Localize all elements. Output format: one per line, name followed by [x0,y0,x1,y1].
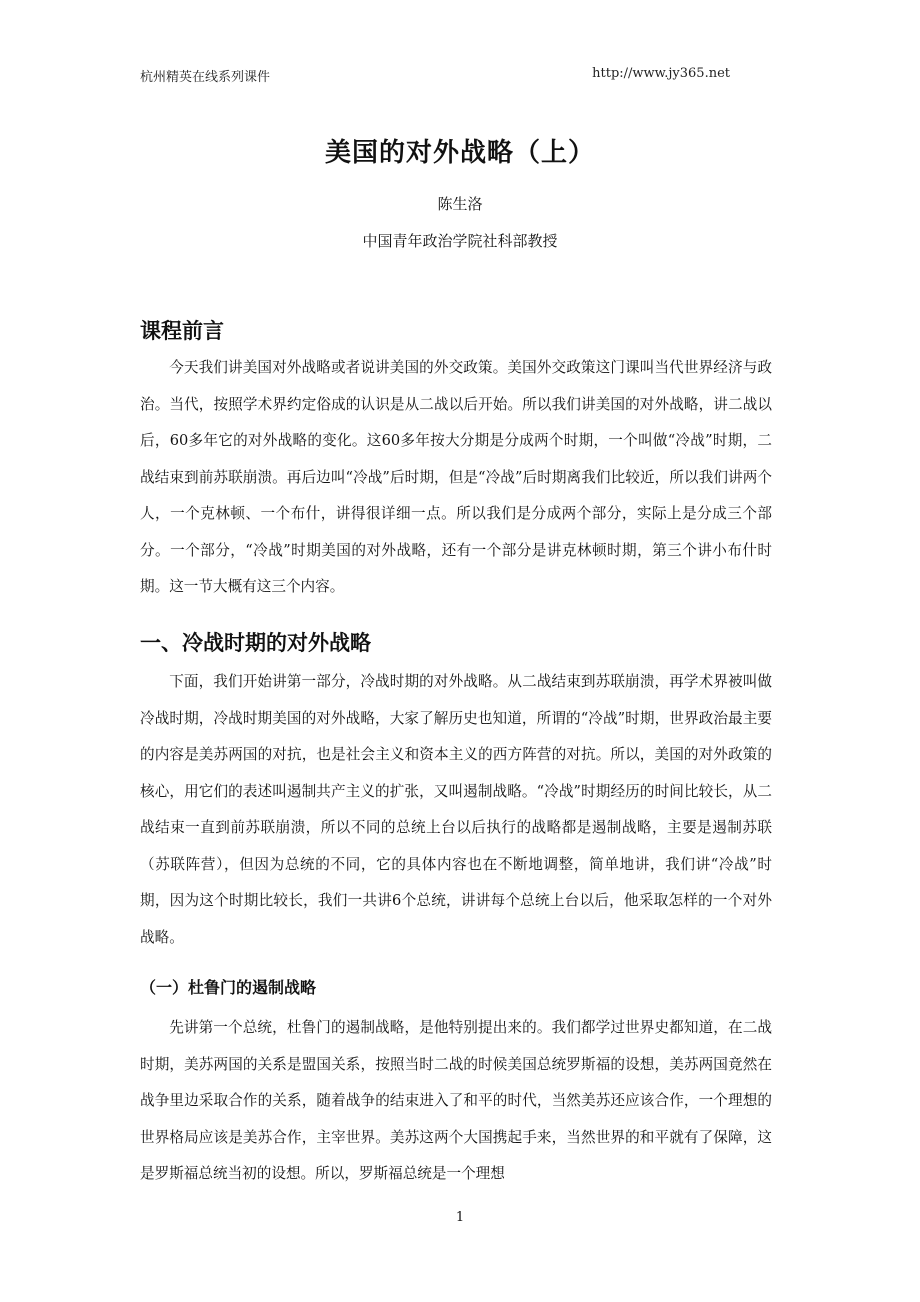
running-header-url: http://www.jy365.net [592,66,730,81]
subsection-heading-truman: （一）杜鲁门的遏制战略 [140,978,317,997]
section-heading-preface: 课程前言 [140,319,224,343]
paragraph-truman: 先讲第一个总统，杜鲁门的遏制战略，是他特别提出来的。我们都学过世界史都知道，在二战时期，美苏两国的关系是盟国关系，按照当时二战的时候美国总统罗斯福的设想，美苏两国竟然在战争里边采取合作的关系，随着战争的结束进入了和平的时代，当然美苏还应该合作，一个理想的世界格局应该是美苏合作，主宰世界。美苏这两个大国携起手来，当然世界的和平就有了保障，这是罗斯福总统当初的设想。所以，罗斯福总统是一个理想 [140,1019,772,1182]
section-heading-cold-war: 一、冷战时期的对外战略 [140,631,371,655]
page-number: 1 [455,1210,465,1225]
running-header-left: 杭州精英在线系列课件 [140,70,271,85]
author-name: 陈生洛 [437,195,483,213]
paragraph-preface: 今天我们讲美国对外战略或者说讲美国的外交政策。美国外交政策这门课叫当代世界经济与政治。当代，按照学术界约定俗成的认识是从二战以后开始。所以我们讲美国的对外战略，讲二战以后，60多年它的对外战略的变化。这60多年按大分期是分成两个时期，一个叫做“冷战”时期，二战结束到前苏联崩溃。再后边叫“冷战”后时期，但是“冷战”后时期离我们比较近，所以我们讲两个人，一个克林顿、一个布什，讲得很详细一点。所以我们是分成两个部分，实际上是分成三个部分。一个部分，“冷战”时期美国的对外战略，还有一个部分是讲克林顿时期，第三个讲小布什时期。这一节大概有这三个内容。 [140,359,772,595]
document-title: 美国的对外战略（上） [324,138,595,168]
paragraph-cold-war: 下面，我们开始讲第一部分，冷战时期的对外战略。从二战结束到苏联崩溃，再学术界被叫做冷战时期，冷战时期美国的对外战略，大家了解历史也知道，所谓的“冷战”时期，世界政治最主要的内容是美苏两国的对抗，也是社会主义和资本主义的西方阵营的对抗。所以，美国的对外政策的核心，用它们的表述叫遏制共产主义的扩张，又叫遏制战略。“冷战”时期经历的时间比较长，从二战结束一直到前苏联崩溃，所以不同的总统上台以后执行的战略都是遏制战略，主要是遏制苏联（苏联阵营），但因为总统的不同，它的具体内容也在不断地调整，简单地讲，我们讲“冷战”时期，因为这个时期比较长，我们一共讲6个总统，讲讲每个总统上台以后，他采取怎样的一个对外战略。 [140,673,772,946]
author-affiliation: 中国青年政治学院社科部教授 [362,232,558,250]
